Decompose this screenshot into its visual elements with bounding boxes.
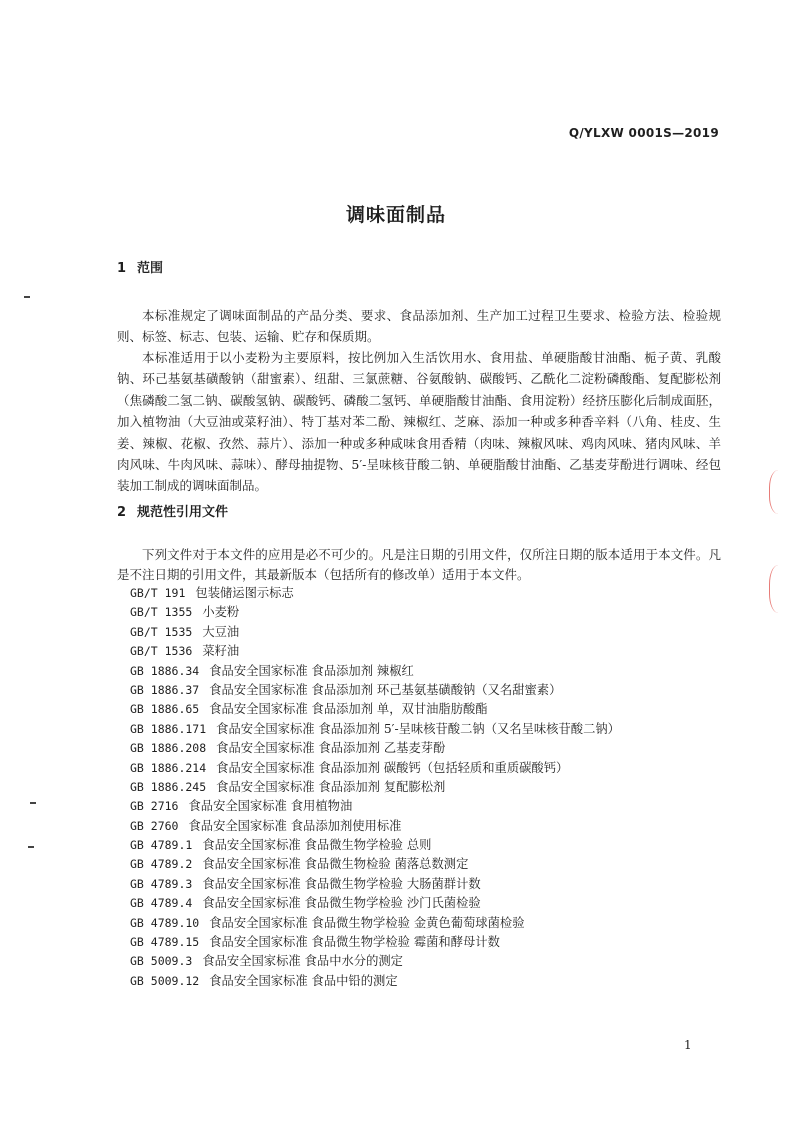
reference-code: GB 2716 bbox=[130, 799, 179, 814]
reference-title: 食品安全国家标准 食品微生物学检验 金黄色葡萄球菌检验 bbox=[209, 915, 525, 930]
reference-code: GB 5009.3 bbox=[130, 954, 193, 969]
list-item bbox=[130, 662, 620, 681]
document-code: Q/YLXW 0001S—2019 bbox=[568, 126, 719, 140]
reference-title: 食品安全国家标准 食品添加剂 碳酸钙（包括轻质和重质碳酸钙） bbox=[216, 760, 569, 775]
list-item bbox=[130, 759, 620, 778]
reference-code: GB 4789.10 bbox=[130, 915, 200, 930]
reference-code: GB 4789.1 bbox=[130, 838, 193, 853]
scan-mark bbox=[24, 296, 30, 298]
list-item bbox=[130, 875, 620, 894]
reference-title: 食品安全国家标准 食品添加剂使用标准 bbox=[188, 818, 402, 833]
list-item bbox=[130, 642, 620, 661]
reference-title: 大豆油 bbox=[202, 624, 240, 639]
reference-title: 食品安全国家标准 食品添加剂 环己基氨基磺酸钠（又名甜蜜素） bbox=[209, 682, 562, 697]
list-item bbox=[130, 623, 620, 642]
list-item bbox=[130, 681, 620, 700]
list-item bbox=[130, 739, 620, 758]
reference-title: 食品安全国家标准 食用植物油 bbox=[188, 799, 353, 814]
list-item bbox=[130, 584, 620, 603]
reference-title: 食品安全国家标准 食品添加剂 乙基麦芽酚 bbox=[216, 741, 446, 756]
section-heading-references bbox=[117, 501, 228, 520]
reference-title: 食品安全国家标准 食品添加剂 单，双甘油脂肪酸酯 bbox=[209, 702, 488, 717]
section-number: 1 bbox=[117, 261, 127, 276]
scope-paragraph: 本标准适用于以小麦粉为主要原料，按比例加入生活饮用水、食用盐、单硬脂酸甘油酯、栀子黄、乳酸钠、环己基氨基磺酸钠（甜蜜素）、纽甜、三氯蔗糖、谷氨酸钠、碳酸钙、乙酰化二淀粉磷酸酯、复配膨松剂（焦磷酸二氢二钠、碳酸氢钠、碳酸钙、磷酸二氢钙、单硬脂酸甘油酯、食用淀粉）经挤压膨化后制成面胚，加入植物油（大豆油或菜籽油）、特丁基对苯二酚、辣椒红、芝麻、添加一种或多种香辛料（八角、桂皮、生姜、辣椒、花椒、孜然、蒜片）、添加一种或多种咸味食用香精（肉味、辣椒风味、鸡肉风味、猪肉风味、羊肉风味、牛肉风味、蒜味）、酵母抽提物、5′-呈味核苷酸二钠、单硬脂酸甘油酯、乙基麦芽酚进行调味、经包装加工制成的调味面制品。 bbox=[117, 350, 721, 494]
reference-code: GB 4789.4 bbox=[130, 896, 193, 911]
reference-code: GB 5009.12 bbox=[130, 973, 200, 988]
seal-stamp-fragment bbox=[769, 565, 792, 613]
scan-mark bbox=[30, 802, 36, 804]
section-number: 2 bbox=[117, 505, 127, 520]
references-intro: 下列文件对于本文件的应用是必不可少的。凡是注日期的引用文件，仅所注日期的版本适用于本文件。凡是不注日期的引用文件，其最新版本（包括所有的修改单）适用于本文件。 bbox=[117, 547, 721, 582]
seal-stamp-fragment bbox=[769, 470, 792, 514]
reference-title: 食品安全国家标准 食品添加剂 复配膨松剂 bbox=[216, 779, 446, 794]
reference-title: 食品安全国家标准 食品微生物学检验 总则 bbox=[202, 838, 432, 853]
list-item bbox=[130, 836, 620, 855]
reference-code: GB 1886.208 bbox=[130, 741, 207, 756]
reference-code: GB 1886.214 bbox=[130, 760, 207, 775]
reference-title: 食品安全国家标准 食品微生物学检验 霉菌和酵母计数 bbox=[209, 935, 500, 950]
section-title: 规范性引用文件 bbox=[137, 505, 229, 520]
list-item bbox=[130, 972, 620, 991]
reference-code: GB/T 1536 bbox=[130, 644, 193, 659]
section-title: 范围 bbox=[137, 261, 164, 276]
list-item bbox=[130, 817, 620, 836]
reference-code: GB 1886.37 bbox=[130, 682, 200, 697]
list-item bbox=[130, 797, 620, 816]
reference-code: GB 1886.65 bbox=[130, 702, 200, 717]
reference-title: 菜籽油 bbox=[202, 644, 240, 659]
scan-mark bbox=[28, 846, 34, 848]
list-item bbox=[130, 855, 620, 874]
reference-code: GB/T 191 bbox=[130, 586, 186, 600]
reference-title: 食品安全国家标准 食品添加剂 5′-呈味核苷酸二钠（又名呈味核苷酸二钠） bbox=[216, 721, 620, 736]
scope-paragraph: 本标准规定了调味面制品的产品分类、要求、食品添加剂、生产加工过程卫生要求、检验方法、检验规则、标签、标志、包装、运输、贮存和保质期。 bbox=[117, 308, 721, 345]
list-item bbox=[130, 778, 620, 797]
reference-code: GB 1886.171 bbox=[130, 721, 207, 736]
section-heading-scope bbox=[117, 257, 163, 276]
reference-code: GB 4789.3 bbox=[130, 876, 193, 891]
reference-list bbox=[130, 584, 620, 991]
reference-title: 小麦粉 bbox=[202, 605, 240, 620]
reference-title: 食品安全国家标准 食品微生物检验 菌落总数测定 bbox=[202, 857, 469, 872]
document-title: 调味面制品 bbox=[345, 204, 446, 226]
list-item bbox=[130, 952, 620, 971]
list-item bbox=[130, 933, 620, 952]
reference-title: 食品安全国家标准 食品微生物学检验 沙门氏菌检验 bbox=[202, 896, 481, 911]
list-item bbox=[130, 914, 620, 933]
reference-code: GB/T 1535 bbox=[130, 624, 193, 639]
list-item bbox=[130, 700, 620, 719]
list-item bbox=[130, 603, 620, 622]
reference-code: GB 2760 bbox=[130, 818, 179, 833]
reference-code: GB 4789.15 bbox=[130, 935, 200, 950]
list-item bbox=[130, 894, 620, 913]
page-number: 1 bbox=[684, 1038, 692, 1052]
reference-title: 食品安全国家标准 食品中铅的测定 bbox=[209, 973, 398, 988]
reference-code: GB 1886.245 bbox=[130, 779, 207, 794]
reference-code: GB 1886.34 bbox=[130, 663, 200, 678]
reference-title: 包装储运图示标志 bbox=[195, 586, 294, 600]
list-item bbox=[130, 720, 620, 739]
reference-code: GB 4789.2 bbox=[130, 857, 193, 872]
reference-title: 食品安全国家标准 食品添加剂 辣椒红 bbox=[209, 663, 414, 678]
reference-title: 食品安全国家标准 食品微生物学检验 大肠菌群计数 bbox=[202, 876, 481, 891]
reference-title: 食品安全国家标准 食品中水分的测定 bbox=[202, 954, 403, 969]
reference-code: GB/T 1355 bbox=[130, 605, 193, 620]
